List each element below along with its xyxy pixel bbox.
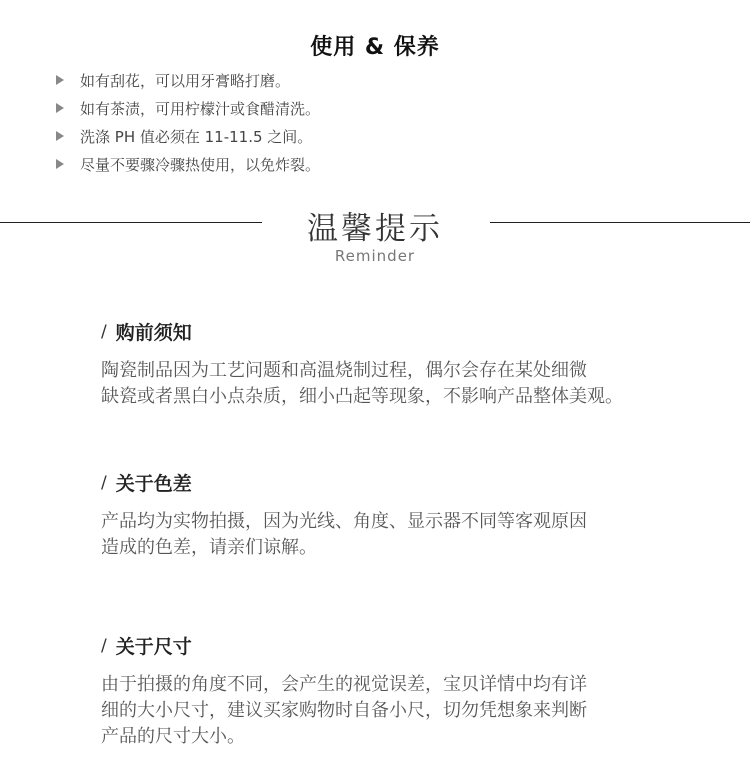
slash-mark: / xyxy=(101,472,107,493)
triangle-bullet-icon xyxy=(56,103,64,113)
section-heading xyxy=(101,318,701,345)
section-heading xyxy=(101,469,701,496)
section-color-difference xyxy=(101,469,701,561)
section-purchase-notice xyxy=(101,318,701,410)
body-line: 陶瓷制品因为工艺问题和高温烧制过程，偶尔会存在某处细微 xyxy=(101,360,587,381)
triangle-bullet-icon xyxy=(56,75,64,85)
care-list xyxy=(56,66,320,178)
triangle-bullet-icon xyxy=(56,159,64,169)
section-body xyxy=(101,358,701,410)
body-line: 造成的色差，请亲们谅解。 xyxy=(101,537,317,558)
body-line: 缺瓷或者黑白小点杂质，细小凸起等现象，不影响产品整体美观。 xyxy=(101,386,623,407)
body-line: 细的大小尺寸，建议买家购物时自备小尺，切勿凭想象来判断 xyxy=(101,700,587,721)
section-heading-text: 关于色差 xyxy=(115,473,192,495)
tips-subtitle: Reminder xyxy=(334,247,416,265)
care-item xyxy=(56,94,320,122)
care-item xyxy=(56,150,320,178)
body-line: 产品的尺寸大小。 xyxy=(101,726,245,747)
section-size xyxy=(101,632,701,750)
triangle-bullet-icon xyxy=(56,131,64,141)
slash-mark: / xyxy=(101,321,107,342)
care-item-text: 如有刮花，可以用牙膏略打磨。 xyxy=(80,71,291,90)
section-body xyxy=(101,672,701,750)
section-heading-text: 购前须知 xyxy=(115,322,192,344)
slash-mark: / xyxy=(101,635,107,656)
body-line: 由于拍摄的角度不同，会产生的视觉误差，宝贝详情中均有详 xyxy=(101,674,587,695)
section-heading xyxy=(101,632,701,659)
care-item xyxy=(56,122,320,150)
care-item-text: 如有茶渍，可用柠檬汁或食醋清洗。 xyxy=(80,99,321,118)
section-heading-text: 关于尺寸 xyxy=(115,636,192,658)
section-body xyxy=(101,509,701,561)
tips-title: 温馨提示 xyxy=(307,211,443,247)
care-item xyxy=(56,66,320,94)
care-item-text: 尽量不要骤冷骤热使用，以免炸裂。 xyxy=(80,155,321,174)
care-item-text: 洗涤 PH 值必须在 11-11.5 之间。 xyxy=(80,127,313,146)
care-title: 使用 & 保养 xyxy=(310,35,440,60)
body-line: 产品均为实物拍摄，因为光线、角度、显示器不同等客观原因 xyxy=(101,511,587,532)
